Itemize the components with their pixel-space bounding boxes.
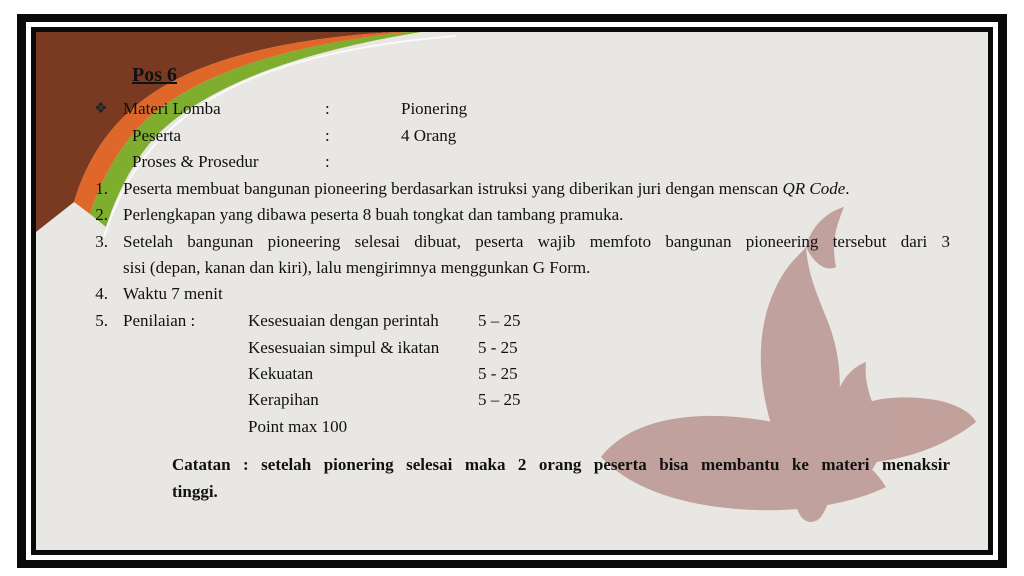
info-value-peserta: 4 Orang <box>401 126 457 145</box>
scoring-range: 5 - 25 <box>478 364 518 383</box>
scoring-criterion: Kesesuaian simpul & ikatan <box>248 338 440 357</box>
scoring-total: Point max 100 <box>248 417 348 436</box>
scoring-criterion: Kesesuaian dengan perintah <box>248 311 439 330</box>
diamond-bullet-icon: ❖ <box>94 101 108 117</box>
step-text: Setelah bangunan pioneering selesai dibuat, peserta wajib memfoto bangunan pioneering tersebut dari 3 <box>123 232 950 251</box>
step-number: 5. <box>95 311 108 330</box>
step-text: Peserta membuat bangunan pioneering berdasarkan istruksi yang diberikan juri dengan menscan QR Code. <box>123 179 850 198</box>
scoring-range: 5 – 25 <box>478 311 521 330</box>
qr-code-italic: QR Code <box>782 179 846 198</box>
info-colon-proses: : <box>325 152 330 171</box>
step-number: 2. <box>95 205 108 224</box>
info-colon-materi: : <box>325 99 330 118</box>
step-number: 4. <box>95 284 108 303</box>
scoring-range: 5 – 25 <box>478 390 521 409</box>
step-text: Waktu 7 menit <box>123 284 223 303</box>
info-colon-peserta: : <box>325 126 330 145</box>
scoring-criterion: Kerapihan <box>248 390 319 409</box>
step-label-penilaian: Penilaian : <box>123 311 196 330</box>
note-text-continued: tinggi. <box>172 482 218 501</box>
step-number: 1. <box>95 179 108 198</box>
info-label-materi: Materi Lomba <box>123 99 221 118</box>
note-text: Catatan : setelah pionering selesai maka 2 orang peserta bisa membantu ke materi menaksir <box>172 455 950 474</box>
slide-content <box>36 32 988 550</box>
info-label-proses: Proses & Prosedur <box>132 152 259 171</box>
info-value-materi: Pionering <box>401 99 468 118</box>
step-number: 3. <box>95 232 108 251</box>
slide-title: Pos 6 <box>132 64 177 86</box>
step-text-continued: sisi (depan, kanan dan kiri), lalu mengirimnya menggunkan G Form. <box>123 258 591 277</box>
scoring-criterion: Kekuatan <box>248 364 314 383</box>
step-text: Perlengkapan yang dibawa peserta 8 buah tongkat dan tambang pramuka. <box>123 205 624 224</box>
scoring-range: 5 - 25 <box>478 338 518 357</box>
info-label-peserta: Peserta <box>132 126 182 145</box>
